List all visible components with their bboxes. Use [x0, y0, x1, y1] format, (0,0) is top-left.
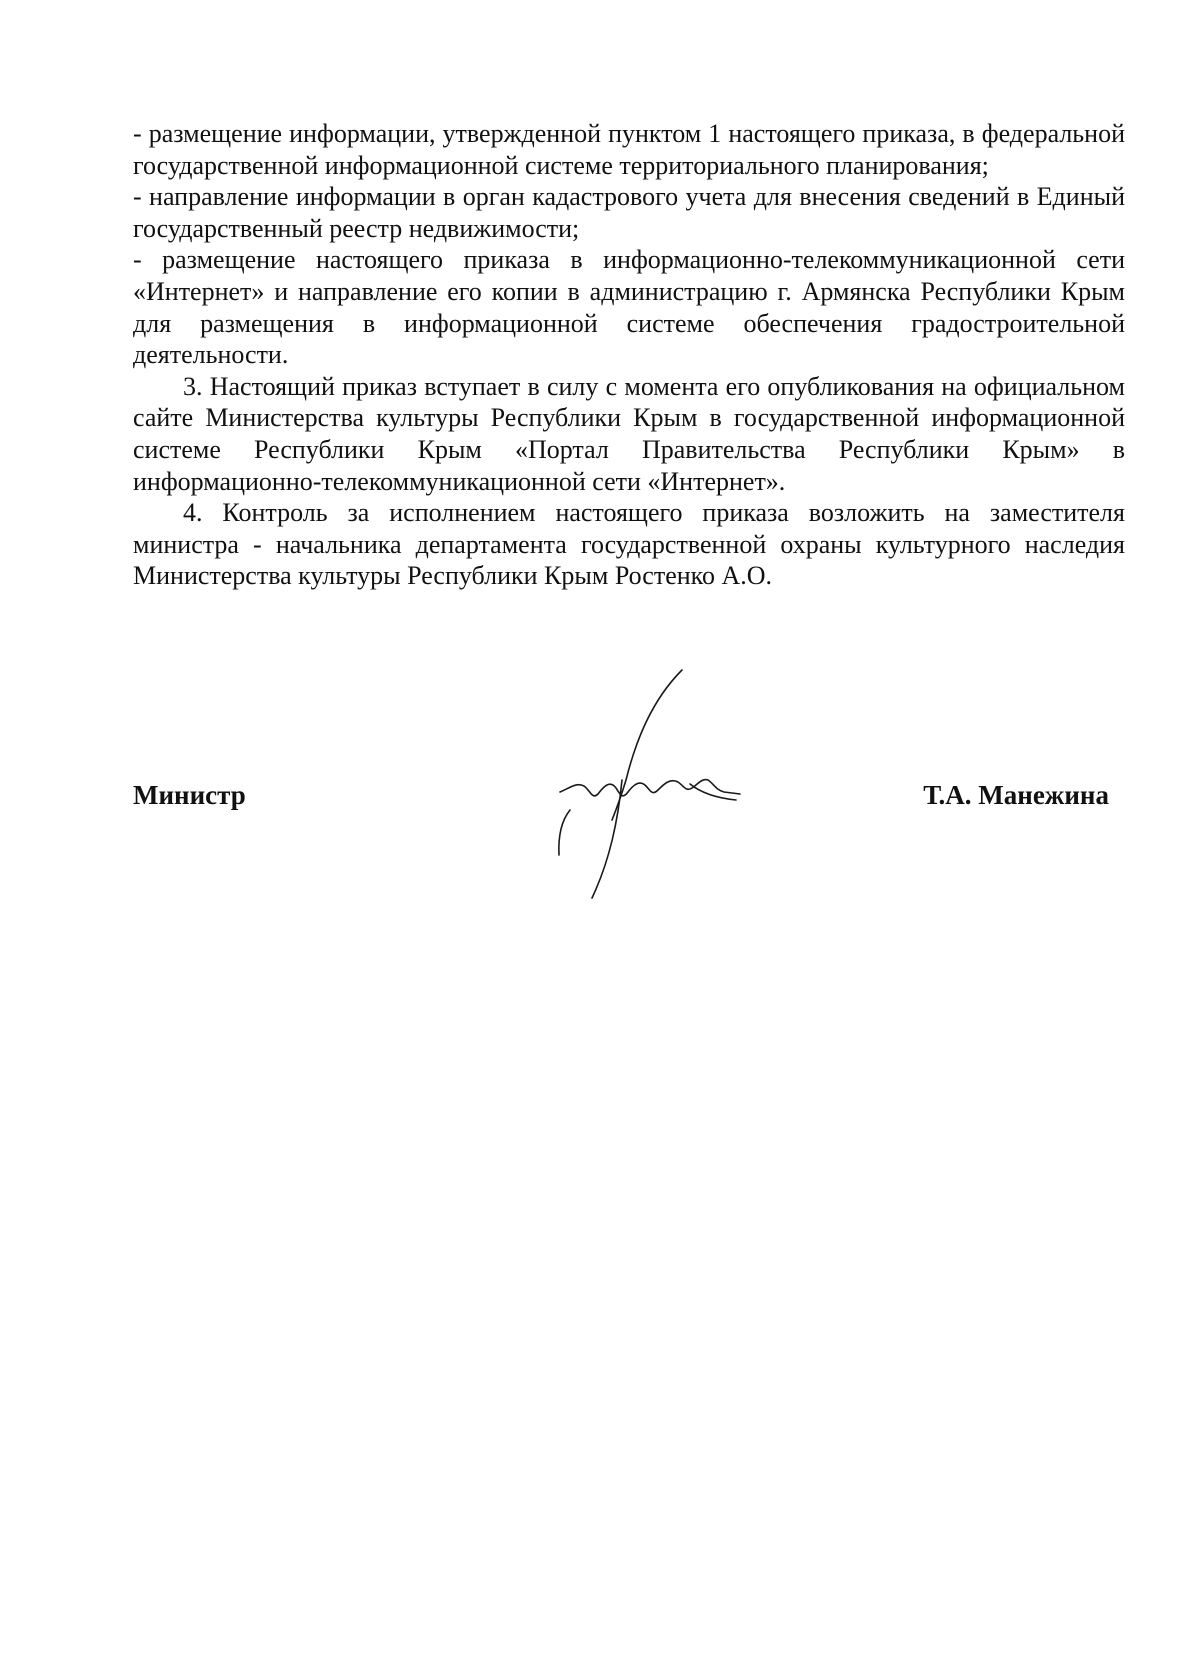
- signatory-name: Т.А. Манежина: [923, 780, 1109, 810]
- signatory-title: Министр: [133, 780, 246, 810]
- paragraph-placement-fgis: - размещение информации, утвержденной пунктом 1 настоящего приказа, в федеральной государственной информационной системе территориального планирования;: [133, 119, 1125, 180]
- handwritten-signature: [540, 660, 750, 910]
- paragraph-clause-3: 3. Настоящий приказ вступает в силу с момента его опубликования на официальном сайте Министерства культуры Республики Крым в государственной информационной системе Республики Крым «Портал Правительства Республики Крым» в информационно-телекоммуникационной сети «Интернет».: [133, 371, 1125, 496]
- paragraph-clause-4: 4. Контроль за исполнением настоящего приказа возложить на заместителя министра - начальника департамента государственной охраны культурного наследия Министерства культуры Республики Крым Ростенко А.О.: [133, 498, 1125, 591]
- paragraph-internet-placement: - размещение настоящего приказа в информационно-телекоммуникационной сети «Интернет» и направление его копии в администрацию г. Армянска Республики Крым для размещения в информационной системе обеспечения градостроительной деятельности.: [133, 245, 1125, 370]
- paragraph-cadastral-direction: - направление информации в орган кадастрового учета для внесения сведений в Единый государственный реестр недвижимости;: [133, 182, 1125, 243]
- document-body: [133, 118, 1125, 592]
